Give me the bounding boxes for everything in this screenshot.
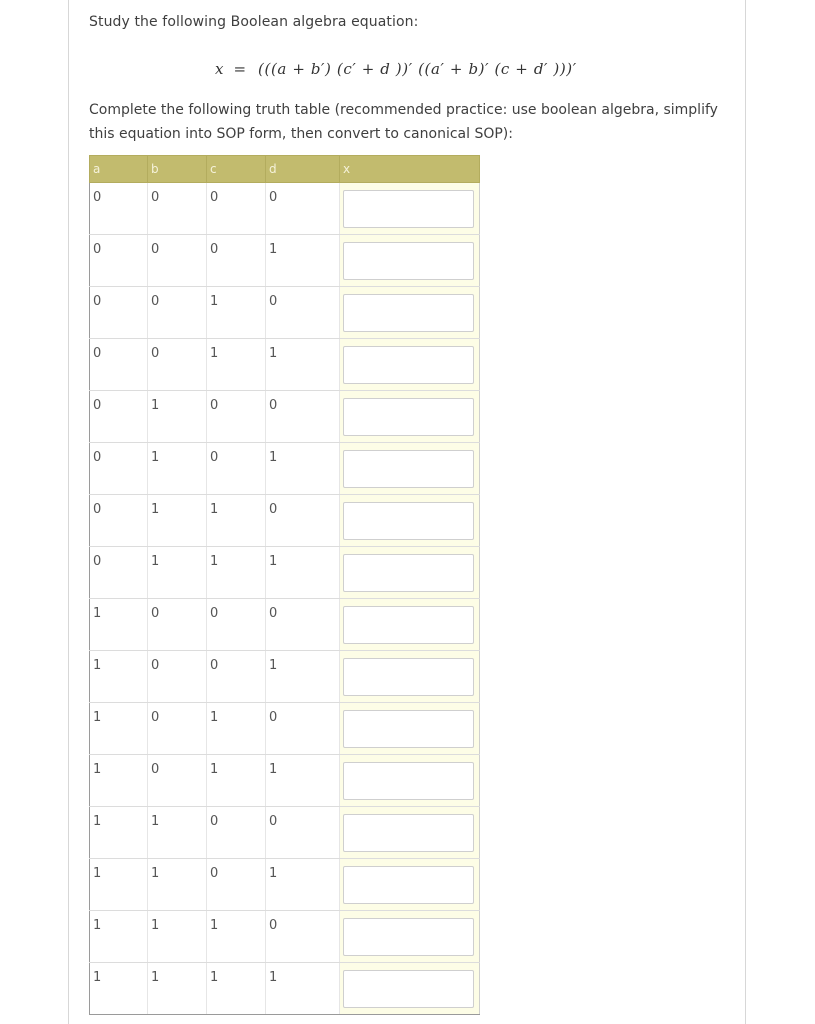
cell-a	[90, 547, 148, 599]
header-a: a	[90, 156, 148, 183]
cell-value: 0	[93, 398, 102, 413]
cell-d	[266, 651, 340, 703]
cell-value: 1	[93, 710, 102, 725]
header-d: d	[266, 156, 340, 183]
cell-value: 0	[269, 606, 278, 621]
cell-value: 0	[210, 398, 219, 413]
cell-d	[266, 443, 340, 495]
boolean-equation	[215, 52, 577, 86]
cell-value: 0	[93, 242, 102, 257]
cell-a	[90, 859, 148, 911]
cell-value: 0	[93, 450, 102, 465]
cell-b	[148, 651, 207, 703]
table-row	[90, 911, 480, 963]
cell-d	[266, 547, 340, 599]
equation-lhs: x	[215, 60, 224, 78]
cell-value: 0	[93, 554, 102, 569]
cell-a	[90, 755, 148, 807]
cell-d	[266, 235, 340, 287]
cell-value: 1	[93, 866, 102, 881]
cell-value: 0	[151, 658, 160, 673]
table-row	[90, 235, 480, 287]
cell-c	[207, 755, 266, 807]
cell-b	[148, 703, 207, 755]
cell-b	[148, 287, 207, 339]
table-row	[90, 183, 480, 235]
cell-b	[148, 807, 207, 859]
cell-value: 1	[151, 502, 160, 517]
cell-value: 1	[93, 762, 102, 777]
cell-b	[148, 443, 207, 495]
cell-value: 1	[151, 866, 160, 881]
truth-table-header	[90, 156, 480, 183]
cell-x	[340, 391, 480, 443]
cell-b	[148, 339, 207, 391]
cell-value: 0	[151, 762, 160, 777]
cell-a	[90, 807, 148, 859]
cell-c	[207, 339, 266, 391]
cell-x	[340, 807, 480, 859]
cell-a	[90, 911, 148, 963]
cell-value: 1	[269, 450, 278, 465]
table-row	[90, 807, 480, 859]
cell-value: 1	[151, 450, 160, 465]
header-c: c	[207, 156, 266, 183]
answer-input[interactable]	[343, 866, 474, 904]
cell-value: 0	[269, 502, 278, 517]
cell-a	[90, 703, 148, 755]
cell-x	[340, 235, 480, 287]
answer-input[interactable]	[343, 502, 474, 540]
answer-input[interactable]	[343, 294, 474, 332]
cell-c	[207, 963, 266, 1015]
cell-value: 0	[151, 190, 160, 205]
cell-b	[148, 183, 207, 235]
cell-value: 1	[210, 502, 219, 517]
cell-x	[340, 703, 480, 755]
cell-d	[266, 807, 340, 859]
cell-value: 0	[151, 294, 160, 309]
table-row	[90, 755, 480, 807]
cell-value: 0	[93, 190, 102, 205]
cell-b	[148, 235, 207, 287]
cell-x	[340, 651, 480, 703]
cell-a	[90, 599, 148, 651]
cell-value: 0	[210, 190, 219, 205]
cell-value: 1	[151, 554, 160, 569]
cell-value: 1	[93, 918, 102, 933]
cell-d	[266, 287, 340, 339]
cell-value: 0	[151, 606, 160, 621]
answer-input[interactable]	[343, 970, 474, 1008]
table-row	[90, 495, 480, 547]
cell-a	[90, 443, 148, 495]
answer-input[interactable]	[343, 814, 474, 852]
cell-a	[90, 183, 148, 235]
equation-equals: =	[233, 60, 247, 78]
cell-x	[340, 339, 480, 391]
cell-value: 1	[93, 814, 102, 829]
table-row	[90, 287, 480, 339]
cell-d	[266, 963, 340, 1015]
cell-c	[207, 703, 266, 755]
cell-b	[148, 911, 207, 963]
table-row	[90, 391, 480, 443]
cell-value: 0	[269, 294, 278, 309]
cell-value: 1	[269, 242, 278, 257]
cell-d	[266, 339, 340, 391]
cell-c	[207, 287, 266, 339]
cell-b	[148, 755, 207, 807]
cell-c	[207, 599, 266, 651]
cell-value: 1	[269, 658, 278, 673]
cell-value: 1	[210, 762, 219, 777]
table-row	[90, 859, 480, 911]
answer-input[interactable]	[343, 658, 474, 696]
cell-value: 0	[269, 190, 278, 205]
cell-value: 1	[269, 970, 278, 985]
cell-b	[148, 495, 207, 547]
table-row	[90, 651, 480, 703]
cell-a	[90, 963, 148, 1015]
answer-input[interactable]	[343, 242, 474, 280]
cell-c	[207, 495, 266, 547]
cell-x	[340, 911, 480, 963]
cell-a	[90, 651, 148, 703]
cell-b	[148, 859, 207, 911]
cell-value: 1	[269, 762, 278, 777]
table-row	[90, 599, 480, 651]
answer-input[interactable]	[343, 554, 474, 592]
truth-table	[89, 155, 480, 1015]
cell-value: 0	[210, 450, 219, 465]
cell-value: 1	[151, 970, 160, 985]
intro-text: Study the following Boolean algebra equation:	[89, 14, 419, 30]
cell-d	[266, 495, 340, 547]
cell-value: 1	[210, 346, 219, 361]
cell-value: 0	[151, 242, 160, 257]
cell-x	[340, 963, 480, 1015]
cell-value: 1	[210, 294, 219, 309]
cell-value: 1	[93, 606, 102, 621]
instructions-text: Complete the following truth table (recommended practice: use boolean algebra, simplify this equation into SOP form, then convert to canonical SOP):	[89, 102, 718, 142]
cell-b	[148, 963, 207, 1015]
answer-input[interactable]	[343, 606, 474, 644]
cell-value: 0	[210, 866, 219, 881]
cell-x	[340, 495, 480, 547]
cell-value: 0	[93, 294, 102, 309]
cell-value: 1	[151, 398, 160, 413]
cell-value: 0	[269, 710, 278, 725]
cell-x	[340, 287, 480, 339]
header-x: x	[340, 156, 480, 183]
cell-value: 0	[210, 658, 219, 673]
cell-d	[266, 599, 340, 651]
cell-value: 0	[151, 710, 160, 725]
cell-value: 0	[210, 242, 219, 257]
cell-c	[207, 859, 266, 911]
cell-a	[90, 391, 148, 443]
cell-d	[266, 391, 340, 443]
cell-x	[340, 859, 480, 911]
cell-value: 1	[151, 918, 160, 933]
answer-input[interactable]	[343, 918, 474, 956]
cell-value: 1	[269, 554, 278, 569]
cell-d	[266, 911, 340, 963]
answer-input[interactable]	[343, 762, 474, 800]
cell-a	[90, 287, 148, 339]
cell-x	[340, 443, 480, 495]
cell-value: 0	[210, 606, 219, 621]
cell-value: 0	[269, 918, 278, 933]
cell-x	[340, 599, 480, 651]
cell-c	[207, 651, 266, 703]
cell-x	[340, 755, 480, 807]
cell-c	[207, 547, 266, 599]
cell-value: 1	[210, 554, 219, 569]
cell-value: 0	[210, 814, 219, 829]
answer-input[interactable]	[343, 710, 474, 748]
cell-value: 0	[151, 346, 160, 361]
cell-value: 1	[210, 710, 219, 725]
table-row	[90, 547, 480, 599]
header-b: b	[148, 156, 207, 183]
cell-b	[148, 547, 207, 599]
answer-input[interactable]	[343, 450, 474, 488]
cell-d	[266, 183, 340, 235]
cell-c	[207, 183, 266, 235]
cell-value: 1	[269, 866, 278, 881]
table-row	[90, 443, 480, 495]
cell-b	[148, 391, 207, 443]
equation-rhs: (((a + b′) (c′ + d ))′ ((a′ + b)′ (c + d′ )))′	[258, 60, 577, 78]
cell-b	[148, 599, 207, 651]
cell-a	[90, 495, 148, 547]
cell-d	[266, 859, 340, 911]
cell-value: 1	[151, 814, 160, 829]
answer-input[interactable]	[343, 398, 474, 436]
answer-input[interactable]	[343, 190, 474, 228]
cell-x	[340, 183, 480, 235]
cell-a	[90, 339, 148, 391]
answer-input[interactable]	[343, 346, 474, 384]
cell-value: 0	[269, 814, 278, 829]
cell-d	[266, 755, 340, 807]
cell-d	[266, 703, 340, 755]
cell-value: 1	[93, 970, 102, 985]
cell-value: 1	[210, 970, 219, 985]
cell-a	[90, 235, 148, 287]
cell-c	[207, 911, 266, 963]
cell-c	[207, 443, 266, 495]
table-row	[90, 703, 480, 755]
cell-value: 0	[93, 502, 102, 517]
cell-value: 1	[93, 658, 102, 673]
cell-c	[207, 391, 266, 443]
cell-value: 0	[269, 398, 278, 413]
table-row	[90, 339, 480, 391]
cell-value: 1	[210, 918, 219, 933]
cell-value: 0	[93, 346, 102, 361]
cell-c	[207, 235, 266, 287]
cell-c	[207, 807, 266, 859]
cell-value: 1	[269, 346, 278, 361]
table-row	[90, 963, 480, 1015]
cell-x	[340, 547, 480, 599]
